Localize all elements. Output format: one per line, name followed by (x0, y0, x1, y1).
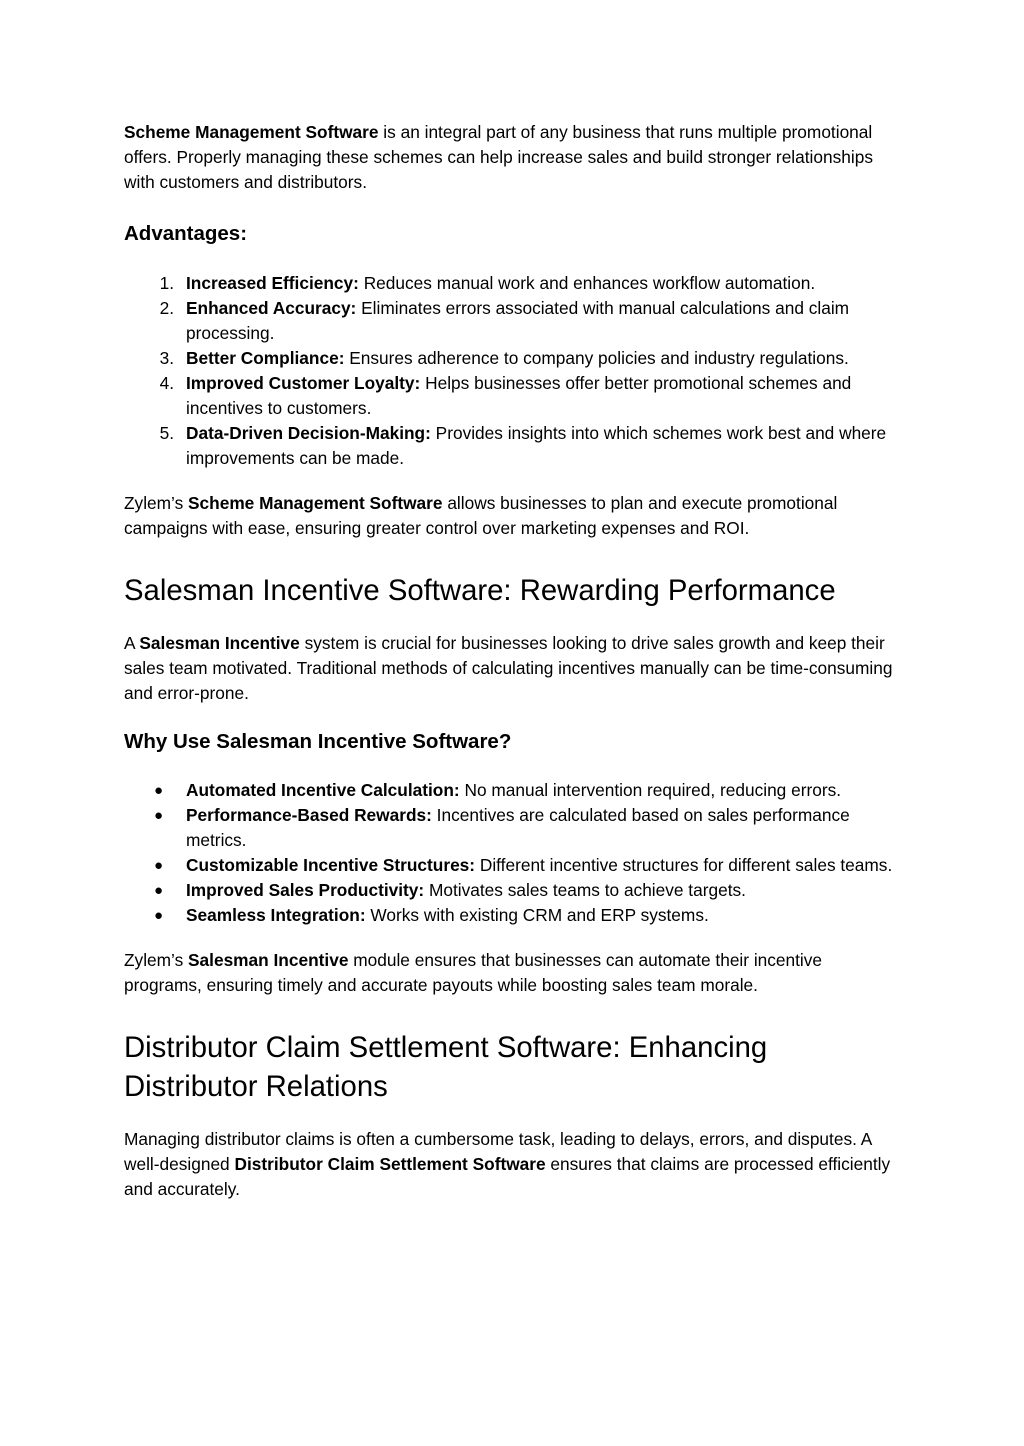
list-number: 2. (159, 298, 174, 318)
item-title: Better Compliance: (186, 348, 345, 368)
bullet-icon: ● (154, 807, 164, 824)
list-item (124, 803, 900, 853)
summary-bold: Scheme Management Software (188, 493, 443, 513)
salesman-intro-prefix: A (124, 633, 140, 653)
why-use-list (124, 778, 900, 928)
advantages-heading: Advantages: (124, 222, 248, 245)
list-item (124, 421, 900, 471)
item-title: Enhanced Accuracy: (186, 298, 357, 318)
scheme-summary-paragraph (124, 491, 900, 541)
item-text: Ensures adherence to company policies and industry regulations. (344, 348, 849, 368)
why-use-heading: Why Use Salesman Incentive Software? (124, 730, 512, 753)
item-text: Helps businesses offer better promotional schemes and incentives to customers. (186, 373, 852, 418)
salesman-intro-bold: Salesman Incentive (139, 633, 300, 653)
item-title: Data-Driven Decision-Making: (186, 423, 431, 443)
summary-prefix: Zylem’s (124, 493, 189, 513)
list-item (124, 878, 900, 903)
salesman-summary-bold: Salesman Incentive (188, 950, 349, 970)
item-text: Works with existing CRM and ERP systems. (365, 905, 709, 925)
bullet-icon: ● (154, 782, 164, 799)
intro-text: is an integral part of any business that runs multiple promotional offers. Properly managing these schemes can help increase sales and build stronger relationships with customers and distributors. (124, 122, 873, 192)
salesman-section-heading: Salesman Incentive Software: Rewarding Performance (124, 574, 836, 607)
item-text: No manual intervention required, reducing errors. (459, 780, 842, 800)
bullet-icon: ● (154, 907, 164, 924)
list-item (124, 853, 900, 878)
item-title: Customizable Incentive Structures: (186, 855, 476, 875)
distributor-intro-bold: Distributor Claim Settlement Software (234, 1154, 546, 1174)
item-title: Seamless Integration: (186, 905, 366, 925)
salesman-intro-paragraph (124, 631, 900, 706)
list-number: 3. (159, 348, 174, 368)
summary-text: allows businesses to plan and execute promotional campaigns with ease, ensuring greater control over marketing expenses and ROI. (124, 493, 838, 538)
list-item (124, 346, 900, 371)
list-number: 1. (159, 273, 174, 293)
intro-bold: Scheme Management Software (124, 122, 379, 142)
item-title: Improved Sales Productivity: (186, 880, 425, 900)
intro-paragraph (124, 120, 900, 195)
list-item (124, 778, 900, 803)
list-item (124, 371, 900, 421)
salesman-summary-paragraph (124, 948, 900, 998)
item-text: Eliminates errors associated with manual calculations and claim processing. (186, 298, 850, 343)
document-page (124, 120, 900, 1202)
item-title: Performance-Based Rewards: (186, 805, 432, 825)
distributor-intro-paragraph (124, 1127, 900, 1202)
advantages-list (124, 271, 900, 471)
item-title: Increased Efficiency: (186, 273, 359, 293)
bullet-icon: ● (154, 857, 164, 874)
list-item (124, 296, 900, 346)
bullet-icon: ● (154, 882, 164, 899)
item-title: Improved Customer Loyalty: (186, 373, 421, 393)
distributor-section-heading: Distributor Claim Settlement Software: Enhancing Distributor Relations (124, 1031, 768, 1103)
salesman-intro-text: system is crucial for businesses looking to drive sales growth and keep their sales team motivated. Traditional methods of calculating incentives manually can be time-consuming and error-prone. (124, 633, 893, 703)
distributor-intro-prefix: Managing distributor claims is often a cumbersome task, leading to delays, errors, and disputes. A well-designed (124, 1129, 872, 1174)
list-number: 5. (159, 423, 174, 443)
list-number: 4. (159, 373, 174, 393)
salesman-summary-text: module ensures that businesses can automate their incentive programs, ensuring timely and accurate payouts while boosting sales team morale. (124, 950, 823, 995)
item-text: Reduces manual work and enhances workflow automation. (358, 273, 816, 293)
salesman-summary-prefix: Zylem’s (124, 950, 189, 970)
item-text: Provides insights into which schemes work best and where improvements can be made. (186, 423, 887, 468)
item-text: Different incentive structures for different sales teams. (475, 855, 893, 875)
distributor-intro-text: ensures that claims are processed efficiently and accurately. (124, 1154, 891, 1199)
item-text: Incentives are calculated based on sales performance metrics. (186, 805, 850, 850)
item-text: Motivates sales teams to achieve targets. (424, 880, 746, 900)
list-item (124, 271, 900, 296)
list-item (124, 903, 900, 928)
item-title: Automated Incentive Calculation: (186, 780, 460, 800)
